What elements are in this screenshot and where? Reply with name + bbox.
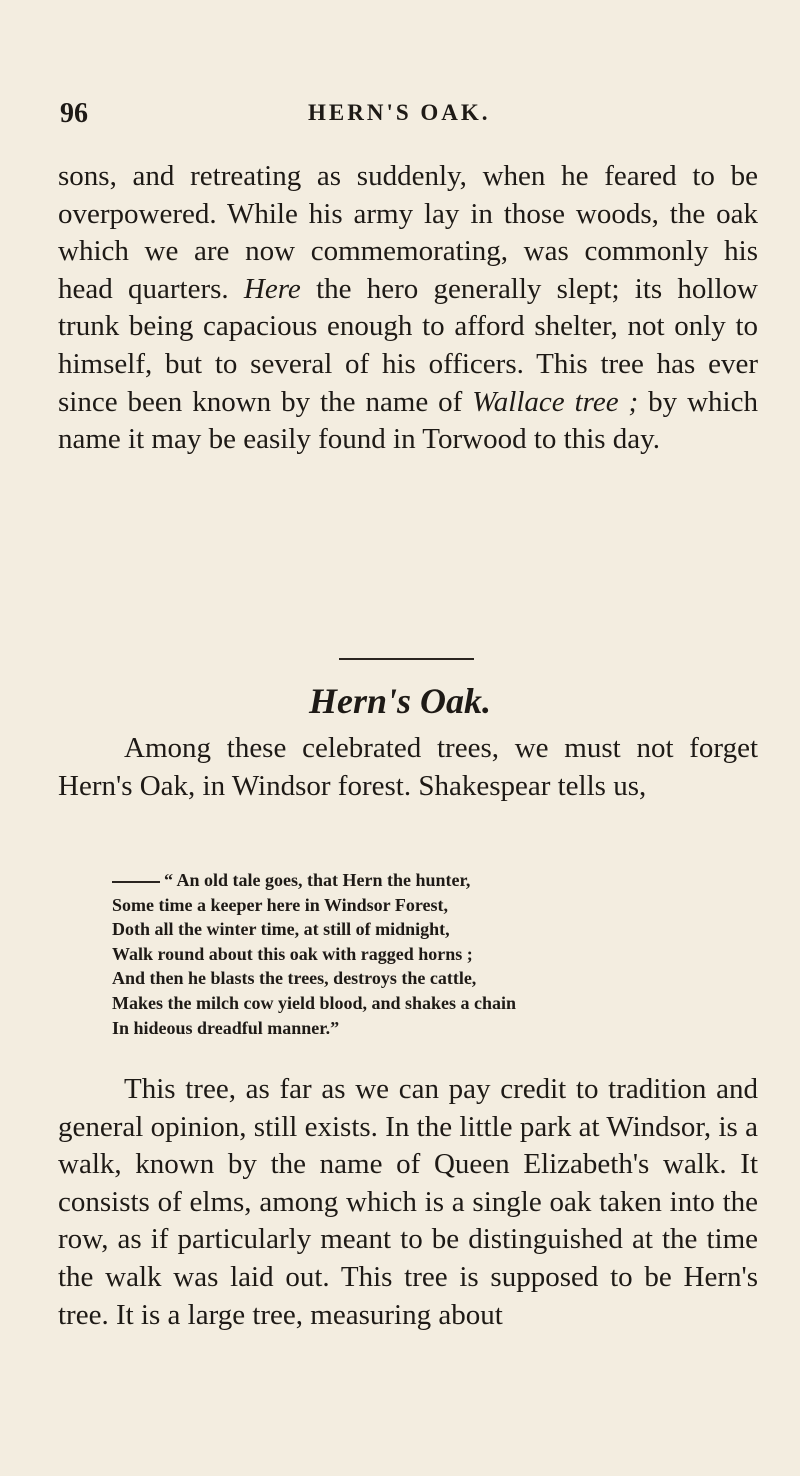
italic-word-here: Here bbox=[243, 272, 301, 305]
paragraph-text: Among these celebrated trees, we must not forget Hern's Oak, in Windsor forest. Shakespear tells us, bbox=[58, 732, 758, 802]
page-number: 96 bbox=[60, 98, 88, 129]
paragraph-queen-elizabeth-walk bbox=[58, 1042, 758, 1363]
paragraph-text: sons, and retreating as suddenly, when he feared to be overpowered. While his army lay in those woods, the oak which we are now commemorating, was commonly his head quarters. bbox=[58, 160, 758, 305]
running-title: HERN'S OAK. bbox=[308, 100, 491, 125]
verse-line: Makes the milch cow yield blood, and shakes a chain bbox=[112, 992, 517, 1013]
verse-line: Walk round about this oak with ragged horns ; bbox=[112, 943, 473, 964]
paragraph-herns-oak-intro bbox=[58, 730, 758, 805]
italic-wallace-tree: Wallace tree ; bbox=[472, 385, 639, 418]
running-head bbox=[60, 98, 760, 138]
section-heading: Hern's Oak. bbox=[308, 681, 492, 721]
verse-line: Some time a keeper here in Windsor Forest, bbox=[112, 894, 448, 915]
section-divider bbox=[339, 658, 474, 660]
verse-line: “ An old tale goes, that Hern the hunter, bbox=[112, 868, 732, 893]
paragraph-text: This tree, as far as we can pay credit to tradition and general opinion, still exists. In the little park at Windsor, is a walk, known by the name of Queen Elizabeth's walk. It consists of elms, among which is a single oak taken into the row, as if particularly meant to be distinguished at the time the walk was laid out. This tree is supposed to be Hern's tree. It is a large tree, measuring about bbox=[58, 1073, 758, 1331]
paragraph-text: the hero generally slept; its hollow trunk being capacious enough to afford shelter, not only to himself, but to several of his officers. This tree has ever since been known by the name of bbox=[58, 272, 758, 418]
verse-line: In hideous dreadful manner.” bbox=[112, 1017, 340, 1038]
paragraph-text: by which name it may be easily found in Torwood to this day. bbox=[58, 385, 758, 456]
verse-line: Doth all the winter time, at still of midnight, bbox=[112, 919, 450, 940]
paragraph-wallace-tree bbox=[58, 158, 758, 459]
verse-quotation bbox=[112, 868, 732, 1040]
em-dash-rule bbox=[112, 881, 160, 883]
verse-line: And then he blasts the trees, destroys the cattle, bbox=[112, 968, 477, 989]
